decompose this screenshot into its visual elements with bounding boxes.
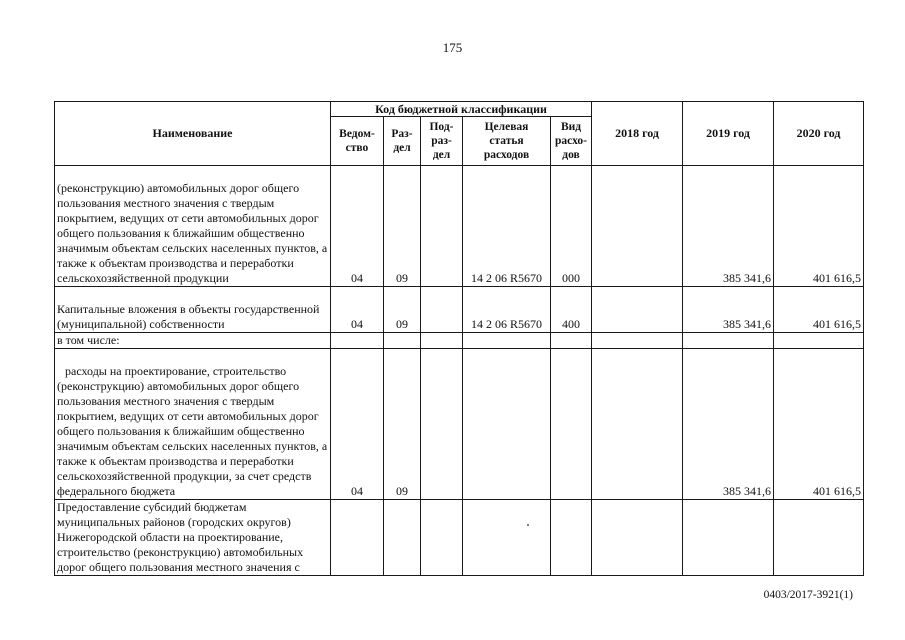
- row-vedomstvo: 04: [331, 349, 384, 500]
- row-celevaya: [463, 500, 551, 576]
- page-number: 175: [442, 40, 463, 55]
- row-celevaya: [463, 333, 551, 349]
- header-razdel: Раз- дел: [384, 117, 421, 166]
- row-2018: [592, 349, 683, 500]
- row-vid: [551, 500, 592, 576]
- row-name-text: расходы на проектирование, строительство (реконструкцию) автомобильных дорог общего пользования местного значения с твердым покрытием, ведущих от сети автомобильных дорог общего пользования к ближайшим общественно значимым объектам сельских населенных пунктов, а также к объектам производства и переработки сельскохозяйственной продукции, за счет средств федерального бюджета: [57, 364, 328, 498]
- row-podrazdel: [421, 349, 463, 500]
- row-name: в том числе:: [55, 333, 331, 349]
- row-2018: [592, 166, 683, 287]
- row-razdel: [384, 500, 421, 576]
- row-vid: [551, 333, 592, 349]
- row-vid: 400: [551, 287, 592, 333]
- header-2018: 2018 год: [592, 102, 683, 166]
- header-2020: 2020 год: [774, 102, 864, 166]
- row-vedomstvo: 04: [331, 287, 384, 333]
- row-celevaya: 14 2 06 R5670: [463, 287, 551, 333]
- row-2018: [592, 500, 683, 576]
- row-2020: [774, 500, 864, 576]
- row-razdel: [384, 333, 421, 349]
- row-podrazdel: [421, 500, 463, 576]
- row-podrazdel: [421, 333, 463, 349]
- scan-speck: [527, 524, 529, 526]
- header-kbk-group: Код бюджетной классификации: [331, 102, 592, 117]
- row-2019: 385 341,6: [683, 287, 774, 333]
- budget-table: [54, 101, 864, 576]
- row-razdel: 09: [384, 349, 421, 500]
- document-code: 0403/2017-3921(1): [763, 589, 853, 601]
- row-razdel: 09: [384, 287, 421, 333]
- row-2019: [683, 333, 774, 349]
- header-vid: Вид расхо- дов: [551, 117, 592, 166]
- row-vedomstvo: 04: [331, 166, 384, 287]
- row-2020: 401 616,5: [774, 349, 864, 500]
- row-razdel: 09: [384, 166, 421, 287]
- row-2018: [592, 333, 683, 349]
- row-celevaya: [463, 349, 551, 500]
- table-row: [55, 500, 864, 576]
- row-2020: 401 616,5: [774, 166, 864, 287]
- row-vedomstvo: [331, 333, 384, 349]
- row-2019: [683, 500, 774, 576]
- row-name: [55, 349, 331, 500]
- row-podrazdel: [421, 166, 463, 287]
- table-row: [55, 166, 864, 287]
- row-2018: [592, 287, 683, 333]
- row-podrazdel: [421, 287, 463, 333]
- row-vid: [551, 349, 592, 500]
- header-podrazdel: Под- раз- дел: [421, 117, 463, 166]
- row-celevaya: 14 2 06 R5670: [463, 166, 551, 287]
- row-name: Предоставление субсидий бюджетам муниципальных районов (городских округов) Нижегородской области на проектирование, строительство (реконструкцию) автомобильных дорог общего пользования местного значения с: [55, 500, 331, 576]
- header-celevaya: Целевая статья расходов: [463, 117, 551, 166]
- table-row: [55, 287, 864, 333]
- row-name: (реконструкцию) автомобильных дорог общего пользования местного значения с твердым покрытием, ведущих от сети автомобильных дорог общего пользования к ближайшим общественно значимым объектам сельских населенных пунктов, а также к объектам производства и переработки сельскохозяйственной продукции: [55, 166, 331, 287]
- row-vedomstvo: [331, 500, 384, 576]
- header-2019: 2019 год: [683, 102, 774, 166]
- row-2020: 401 616,5: [774, 287, 864, 333]
- row-2020: [774, 333, 864, 349]
- table-row: [55, 333, 864, 349]
- row-vid: 000: [551, 166, 592, 287]
- row-2019: 385 341,6: [683, 166, 774, 287]
- header-name: Наименование: [55, 102, 331, 166]
- header-vedomstvo: Ведом- ство: [331, 117, 384, 166]
- row-2019: 385 341,6: [683, 349, 774, 500]
- table-row: [55, 349, 864, 500]
- row-name: Капитальные вложения в объекты государственной (муниципальной) собственности: [55, 287, 331, 333]
